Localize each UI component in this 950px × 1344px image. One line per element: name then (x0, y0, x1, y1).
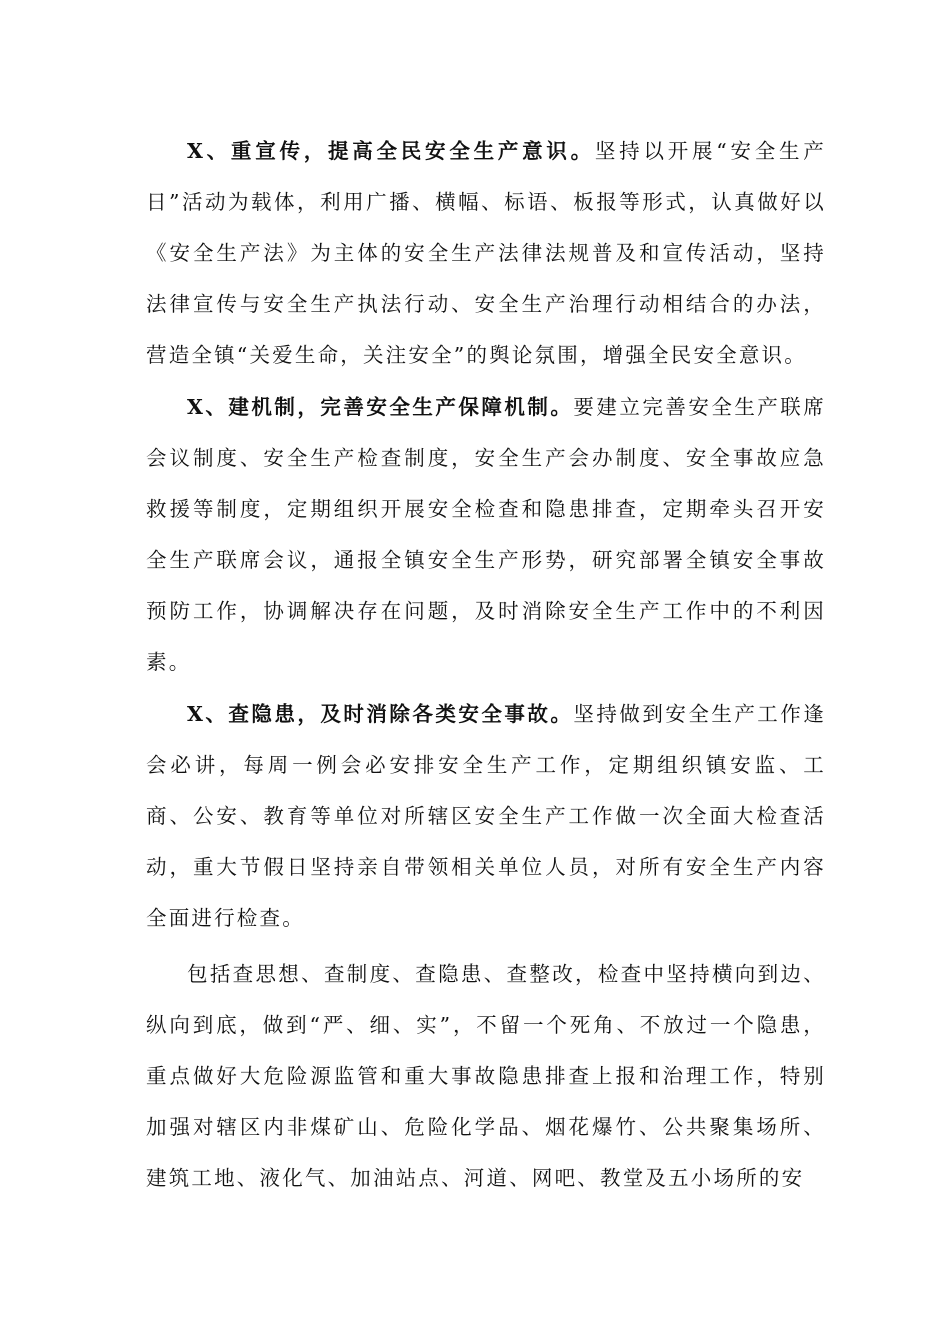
paragraph-inspection-scope (146, 949, 826, 1204)
paragraph-hazard-check (146, 689, 826, 944)
paragraph-heading: X、查隐患，及时消除各类安全事故。 (187, 702, 574, 726)
paragraph-text: 坚持以开展“安全生产日”活动为载体，利用广播、横幅、标语、板报等形式，认真做好以《安全生产法》为主体的安全生产法律法规普及和宣传活动，坚持法律宣传与安全生产执法行动、安全生产治理行动相结合的办法，营造全镇“关爱生命，关注安全”的舆论氛围，增强全民安全意识。 (146, 139, 826, 367)
paragraph-heading: X、重宣传，提高全民安全生产意识。 (187, 139, 595, 163)
paragraph-publicity (146, 126, 826, 381)
paragraph-mechanism (146, 382, 826, 688)
paragraph-text: 坚持做到安全生产工作逢会必讲，每周一例会必安排安全生产工作，定期组织镇安监、工商、公安、教育等单位对所辖区安全生产工作做一次全面大检查活动，重大节假日坚持亲自带领相关单位人员，对所有安全生产内容全面进行检查。 (146, 702, 827, 930)
paragraph-text: 要建立完善安全生产联席会议制度、安全生产检查制度，安全生产会办制度、安全事故应急救援等制度，定期组织开展安全检查和隐患排查，定期牵头召开安全生产联席会议，通报全镇安全生产形势，研究部署全镇安全事故预防工作，协调解决存在问题，及时消除安全生产工作中的不利因素。 (146, 395, 827, 674)
paragraph-text: 包括查思想、查制度、查隐患、查整改，检查中坚持横向到边、纵向到底，做到“严、细、实”，不留一个死角、不放过一个隐患，重点做好大危险源监管和重大事故隐患排查上报和治理工作，特别加强对辖区内非煤矿山、危险化学品、烟花爆竹、公共聚集场所、建筑工地、液化气、加油站点、河道、网吧、教堂及五小场所的安 (146, 962, 826, 1190)
document-body (146, 126, 826, 1204)
paragraph-heading: X、建机制，完善安全生产保障机制。 (187, 395, 574, 419)
